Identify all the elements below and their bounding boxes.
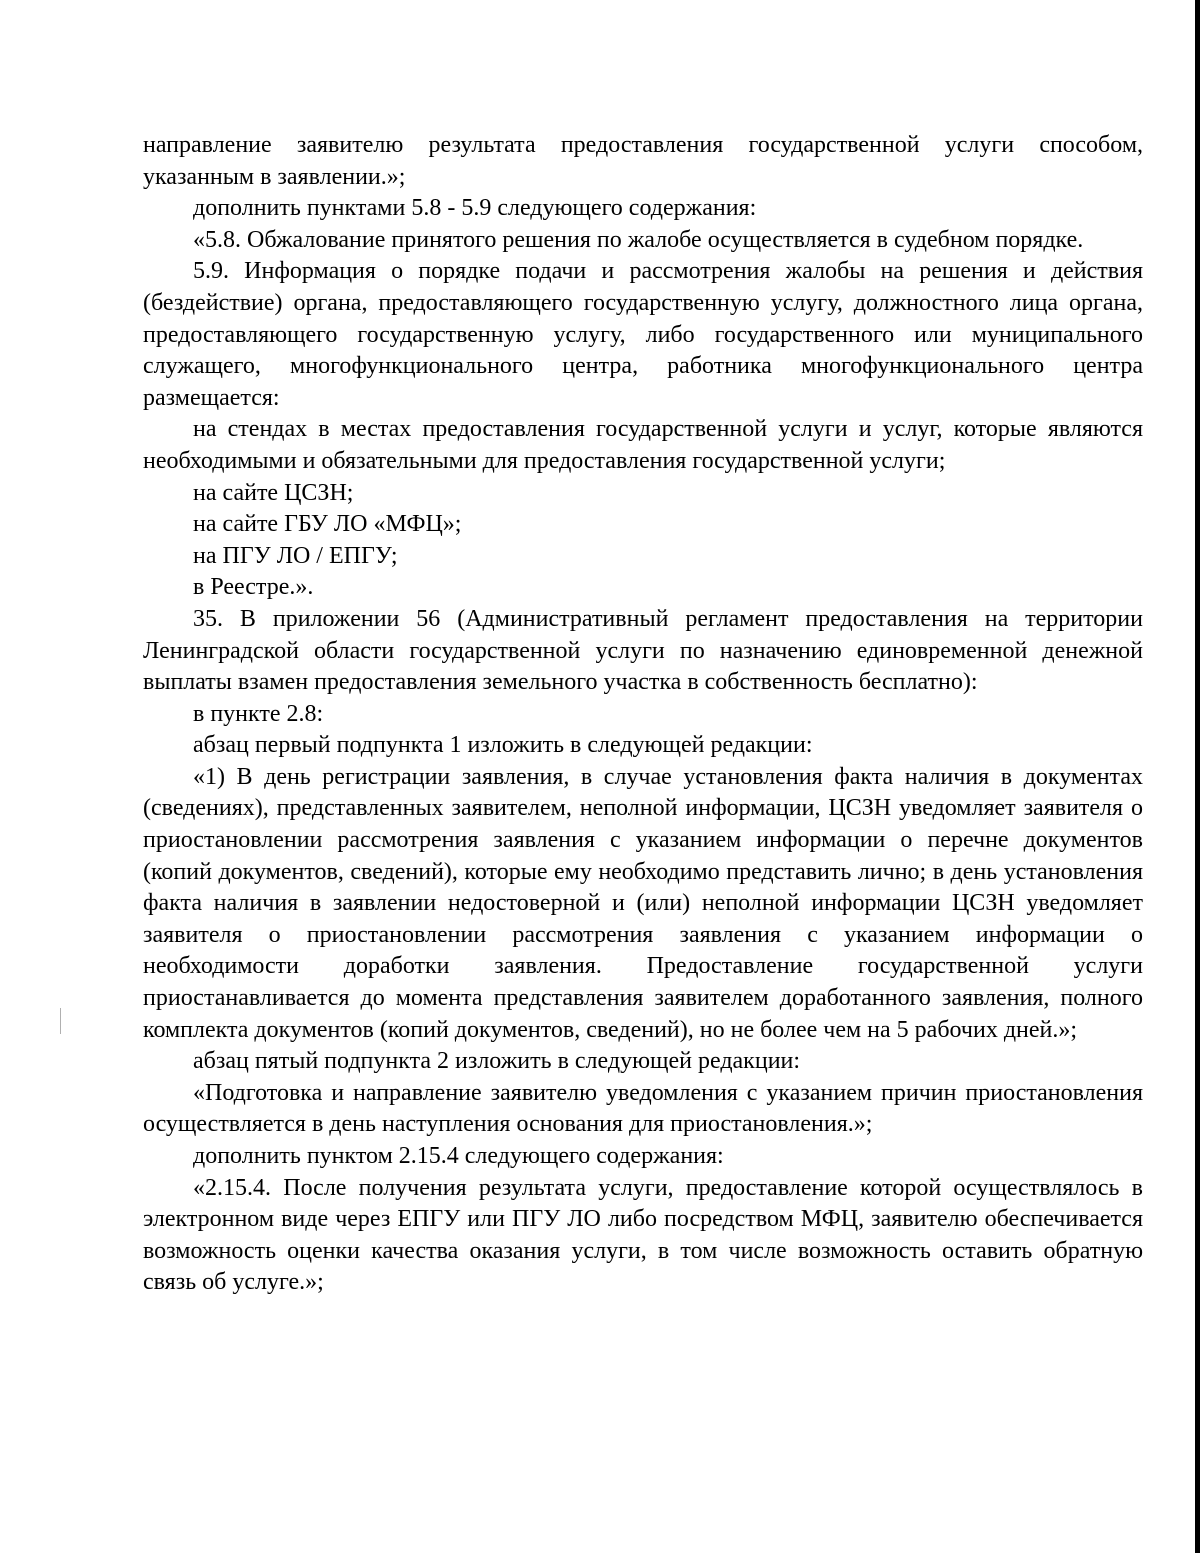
paragraph-continuation: направление заявителю результата предоставления государственной услуги способом, указанным в заявлении.»; [143,132,1143,190]
paragraph-registry: в Реестре.». [193,574,314,601]
paragraph-5-9: 5.9. Информация о порядке подачи и рассмотрения жалобы на решения и действия (бездействие) органа, предоставляющего государственную услугу, должностного лица органа, предоставляющего государственную услугу, либо государственного или муниципального служащего, многофункционального центра, работника многофункционального центра размещается: [143,258,1143,411]
paragraph-5-8: «5.8. Обжалование принятого решения по жалобе осуществляется в судебном порядке. [193,226,1084,253]
scan-edge-border [1195,0,1200,1553]
paragraph-pgu-epgu: на ПГУ ЛО / ЕПГУ; [193,542,398,569]
paragraph-site-mfc: на сайте ГБУ ЛО «МФЦ»; [193,511,462,538]
paragraph-item-35: 35. В приложении 56 (Административный регламент предоставления на территории Ленинградской области государственной услуги по назначению единовременной денежной выплаты взамен предоставления земельного участка в собственность бесплатно): [143,605,1143,696]
paragraph-site-cszn: на сайте ЦСЗН; [193,479,354,506]
paragraph-subpoint-2-text: «Подготовка и направление заявителю уведомления с указанием причин приостановления осуществляется в день наступления основания для приостановления.»; [143,1079,1143,1138]
paragraph-amend-5-8-5-9: дополнить пунктами 5.8 - 5.9 следующего содержания: [193,195,757,222]
paragraph-subpoint-2-instruction: абзац пятый подпункта 2 изложить в следующей редакции: [193,1048,801,1075]
document-body [143,130,1143,1299]
paragraph-stands: на стендах в местах предоставления государственной услуги и услуг, которые являются необходимыми и обязательными для предоставления государственной услуги; [143,416,1143,474]
paragraph-2-15-4: «2.15.4. После получения результата услуги, предоставление которой осуществлялось в электронном виде через ЕПГУ или ПГУ ЛО либо посредством МФЦ, заявителю обеспечивается возможность оценки качества оказания услуги, в том числе возможность оставить обратную связь об услуге.»; [143,1174,1143,1296]
paragraph-point-2-8: в пункте 2.8: [193,700,324,727]
paragraph-amend-2-15-4: дополнить пунктом 2.15.4 следующего содержания: [193,1143,724,1169]
paragraph-subpoint-1-text: «1) В день регистрации заявления, в случае установления факта наличия в документах (сведениях), представленных заявителем, неполной информации, ЦСЗН уведомляет заявителя о приостановлении рассмотрения заявления с указанием информации о перечне документов (копий документов, сведений), которые ему необходимо представить лично; в день установления факта наличия в заявлении недостоверной и (или) неполной информации ЦСЗН уведомляет заявителя о приостановлении рассмотрения заявления с указанием информации о необходимости доработки заявления. Предоставление государственной услуги приостанавливается до момента представления заявителем доработанного заявления, полного комплекта документов (копий документов, сведений), но не более чем на 5 рабочих дней.»; [143,763,1143,1043]
scan-margin-mark [60,1008,61,1034]
paragraph-subpoint-1-instruction: абзац первый подпункта 1 изложить в следующей редакции: [193,732,813,759]
